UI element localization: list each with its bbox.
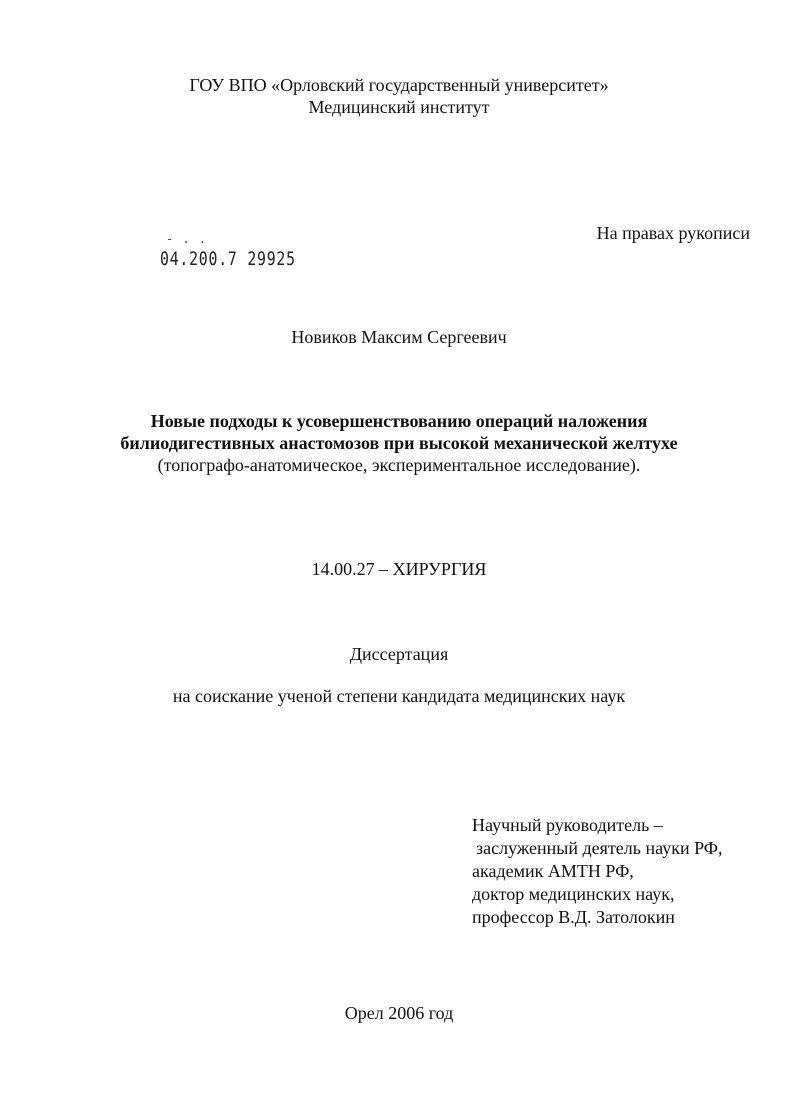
supervisor-academic-title: академик АМТН РФ, <box>472 861 634 881</box>
organization-name: ГОУ ВПО «Орловский государственный университет» <box>189 75 609 95</box>
place-and-year: Орел 2006 год <box>344 1003 454 1023</box>
supervisor-name: профессор В.Д. Затолокин <box>472 907 675 927</box>
dissertation-title-line2: билиодигестивных анастомозов при высокой механической желтухе <box>120 433 678 453</box>
dissertation-title-line1: Новые подходы к усовершенствованию операций наложения <box>150 411 648 431</box>
institute-name: Медицинский институт <box>308 97 490 117</box>
stamp-marks: - . . <box>166 232 208 246</box>
manuscript-note: На правах рукописи <box>596 223 750 243</box>
author-name: Новиков Максим Сергеевич <box>291 327 507 347</box>
supervisor-degree: доктор медицинских наук, <box>472 884 675 904</box>
dissertation-subtitle: (топографо-анатомическое, экспериментальное исследование). <box>157 455 641 475</box>
supervisor-block <box>472 814 723 929</box>
specialty-code: 14.00.27 – ХИРУРГИЯ <box>311 559 487 579</box>
supervisor-role: Научный руководитель – <box>472 815 663 835</box>
registry-stamp-number: 04.200.7 29925 <box>160 248 296 270</box>
degree-statement: на соискание ученой степени кандидата медицинских наук <box>172 686 626 706</box>
document-type: Диссертация <box>349 644 449 664</box>
supervisor-honor: заслуженный деятель науки РФ, <box>476 838 723 858</box>
